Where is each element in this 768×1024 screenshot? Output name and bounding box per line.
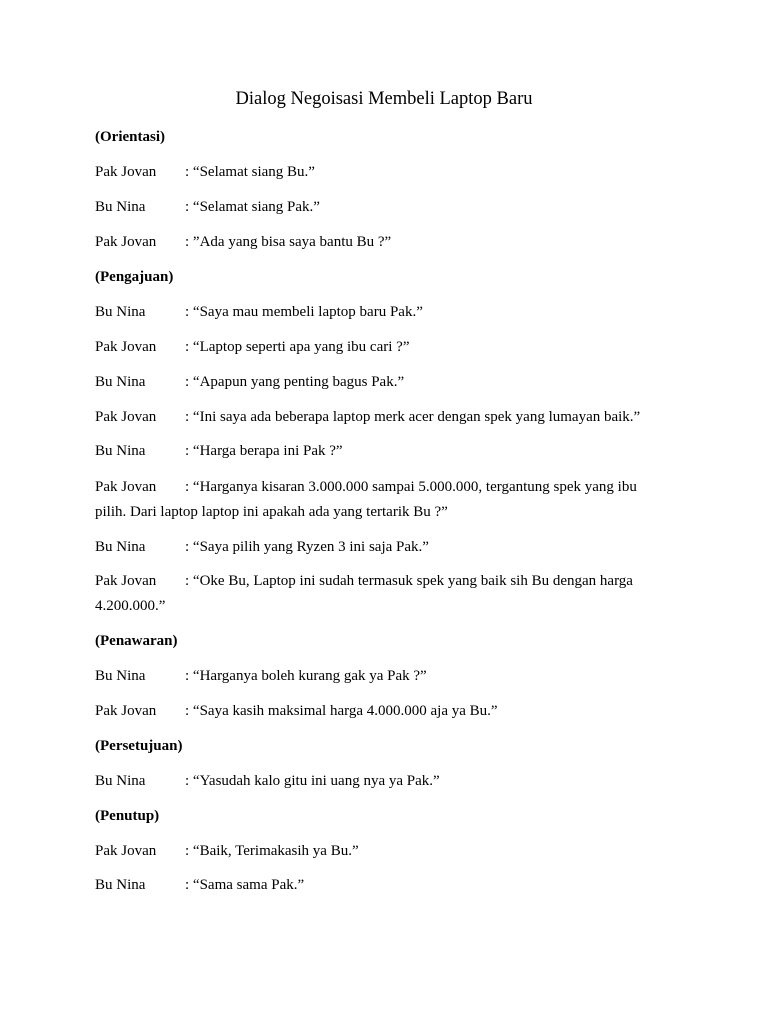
utterance-text: : “Yasudah kalo gitu ini uang nya ya Pak.”	[185, 773, 440, 789]
dialog-line	[95, 569, 675, 594]
dialog-line	[95, 475, 675, 500]
speaker-name: Pak Jovan	[95, 164, 157, 180]
section-heading-persetujuan: (Persetujuan)	[95, 738, 183, 754]
utterance-text: : “Laptop seperti apa yang ibu cari ?”	[185, 339, 410, 355]
utterance-text: : “Harganya kisaran 3.000.000 sampai 5.000.000, tergantung spek yang ibu	[185, 479, 637, 495]
speaker-name: Bu Nina	[95, 304, 146, 320]
utterance-text: : “Ini saya ada beberapa laptop merk acer dengan spek yang lumayan baik.”	[185, 409, 641, 425]
dialog-line	[95, 699, 675, 724]
section-heading-penawaran: (Penawaran)	[95, 633, 178, 649]
dialog-line	[95, 873, 675, 898]
dialog-line	[95, 230, 675, 255]
dialog-line-continuation: pilih. Dari laptop laptop ini apakah ada yang tertarik Bu ?”	[95, 504, 448, 520]
speaker-name: Bu Nina	[95, 877, 146, 893]
speaker-name: Bu Nina	[95, 443, 146, 459]
section-heading-pengajuan: (Pengajuan)	[95, 269, 174, 285]
speaker-name: Pak Jovan	[95, 339, 157, 355]
dialog-line	[95, 664, 675, 689]
dialog-line	[95, 370, 675, 395]
dialog-line	[95, 195, 675, 220]
speaker-name: Pak Jovan	[95, 573, 157, 589]
dialog-line	[95, 300, 675, 325]
utterance-text: : “Selamat siang Bu.”	[185, 164, 315, 180]
speaker-name: Pak Jovan	[95, 843, 157, 859]
utterance-text: : “Saya pilih yang Ryzen 3 ini saja Pak.”	[185, 539, 429, 555]
utterance-text: : “Saya mau membeli laptop baru Pak.”	[185, 304, 423, 320]
dialog-line	[95, 535, 675, 560]
utterance-text: : “Selamat siang Pak.”	[185, 199, 320, 215]
dialog-line	[95, 160, 675, 185]
speaker-name: Bu Nina	[95, 539, 146, 555]
dialog-line	[95, 839, 675, 864]
speaker-name: Pak Jovan	[95, 409, 157, 425]
utterance-text: : “Sama sama Pak.”	[185, 877, 305, 893]
utterance-text: : “Harga berapa ini Pak ?”	[185, 443, 343, 459]
utterance-text: : “Oke Bu, Laptop ini sudah termasuk spek yang baik sih Bu dengan harga	[185, 573, 633, 589]
section-heading-penutup: (Penutup)	[95, 808, 160, 824]
dialog-line	[95, 439, 675, 464]
dialog-line	[95, 335, 675, 360]
speaker-name: Pak Jovan	[95, 234, 157, 250]
dialog-line	[95, 405, 675, 430]
dialog-line	[95, 769, 675, 794]
speaker-name: Pak Jovan	[95, 479, 157, 495]
speaker-name: Bu Nina	[95, 374, 146, 390]
utterance-text: : “Harganya boleh kurang gak ya Pak ?”	[185, 668, 427, 684]
section-heading-orientasi: (Orientasi)	[95, 129, 165, 145]
utterance-text: : ”Ada yang bisa saya bantu Bu ?”	[185, 234, 392, 250]
speaker-name: Pak Jovan	[95, 703, 157, 719]
speaker-name: Bu Nina	[95, 773, 146, 789]
dialog-line-continuation: 4.200.000.”	[95, 598, 166, 614]
document-title: Dialog Negoisasi Membeli Laptop Baru	[235, 89, 533, 109]
speaker-name: Bu Nina	[95, 199, 146, 215]
utterance-text: : “Baik, Terimakasih ya Bu.”	[185, 843, 359, 859]
utterance-text: : “Apapun yang penting bagus Pak.”	[185, 374, 405, 390]
speaker-name: Bu Nina	[95, 668, 146, 684]
utterance-text: : “Saya kasih maksimal harga 4.000.000 aja ya Bu.”	[185, 703, 498, 719]
